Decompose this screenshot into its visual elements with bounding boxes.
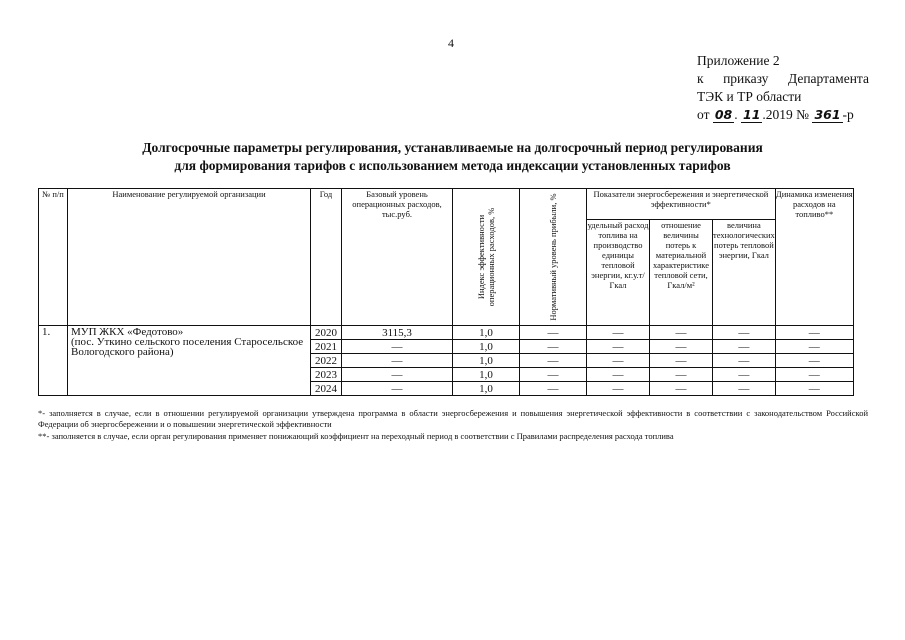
appendix-date-line: от 08 . 11 .2019 № 361 -р (697, 107, 854, 122)
page-number: 4 (448, 36, 454, 50)
cell-fuel: — (587, 326, 650, 340)
org-name: МУП ЖКХ «Федотово» (71, 326, 184, 338)
cell-dynamics: — (775, 382, 853, 396)
org-details: (пос. Уткино сельского поселения Старосельское Вологодского района) (71, 336, 304, 358)
appendix-word-k: к (697, 71, 704, 86)
cell-org-name (68, 326, 311, 396)
footnote-2: **- заполняется в случае, если орган регулирования применяет понижающий коэффициент на переходный период в соответствии с Правилами распределения расхода топлива (38, 431, 674, 441)
header-org: Наименование регулируемой организации (68, 189, 311, 326)
cell-fuel: — (587, 368, 650, 382)
appendix-department: ТЭК и ТР области (697, 89, 802, 104)
date-day-handwritten: 08 (714, 107, 733, 122)
cell-dynamics: — (775, 368, 853, 382)
cell-year: 2021 (311, 340, 342, 354)
title-line-1: Долгосрочные параметры регулирования, устанавливаемые на долгосрочный период регулирования (142, 140, 763, 155)
date-year: .2019 № (762, 107, 810, 122)
cell-base: — (342, 382, 453, 396)
cell-base: 3115,3 (342, 326, 453, 340)
footnote-1: *- заполняется в случае, если в отношении регулируемой организации утверждена программа в области энергосбережения и повышения энергетической эффективности в соответствии с законодательством Российской Федерации об энергосбережении и о повышении энергетической эффективности (38, 408, 868, 429)
cell-fuel: — (587, 382, 650, 396)
header-energy-loss-ratio: отношение величины потерь к материальной характеристике тепловой сети, Гкал/м² (650, 220, 713, 326)
cell-dynamics: — (775, 354, 853, 368)
cell-index: 1,0 (453, 326, 520, 340)
cell-profit: — (520, 326, 587, 340)
cell-fuel: — (587, 340, 650, 354)
cell-index: 1,0 (453, 368, 520, 382)
header-year: Год (311, 189, 342, 326)
cell-loss-abs: — (713, 340, 776, 354)
document-title (80, 139, 825, 175)
cell-profit: — (520, 382, 587, 396)
cell-index: 1,0 (453, 340, 520, 354)
cell-profit: — (520, 354, 587, 368)
cell-loss-ratio: — (650, 340, 713, 354)
cell-base: — (342, 340, 453, 354)
appendix-order-ref (697, 70, 869, 88)
header-base: Базовый уровень операционных расходов, тыс.руб. (342, 189, 453, 326)
cell-year: 2022 (311, 354, 342, 368)
appendix-title: Приложение 2 (697, 53, 780, 68)
header-energy-group: Показатели энергосбережения и энергетической эффективности* (587, 189, 776, 220)
footnotes (38, 408, 868, 443)
cell-base: — (342, 368, 453, 382)
header-energy-loss-abs: величина технологических потерь тепловой энергии, Гкал (713, 220, 776, 326)
cell-dynamics: — (775, 326, 853, 340)
cell-org-num: 1. (39, 326, 68, 396)
cell-base: — (342, 354, 453, 368)
cell-year: 2024 (311, 382, 342, 396)
header-profit-text: Нормативный уровень прибыли, % (548, 193, 558, 321)
header-index-text: Индекс эффективности операционных расходов, % (476, 207, 496, 307)
cell-loss-ratio: — (650, 368, 713, 382)
parameters-table (38, 188, 854, 396)
title-line-2: для формирования тарифов с использованием метода индексации установленных тарифов (174, 158, 731, 173)
cell-year: 2023 (311, 368, 342, 382)
cell-index: 1,0 (453, 382, 520, 396)
table-header-row (39, 189, 854, 220)
cell-loss-abs: — (713, 368, 776, 382)
table-row (39, 326, 854, 340)
appendix-word-department: Департамента (787, 71, 869, 86)
cell-loss-ratio: — (650, 354, 713, 368)
order-suffix: -р (842, 107, 854, 122)
cell-year: 2020 (311, 326, 342, 340)
header-index (453, 189, 520, 326)
cell-loss-ratio: — (650, 382, 713, 396)
date-month-handwritten: 11 (743, 107, 761, 122)
cell-profit: — (520, 340, 587, 354)
header-energy-fuel: удельный расход топлива на производство единицы тепловой энергии, кг.у.т/Гкал (587, 220, 650, 326)
header-profit (520, 189, 587, 326)
cell-loss-abs: — (713, 382, 776, 396)
cell-loss-abs: — (713, 354, 776, 368)
header-fuel-dynamics: Динамика изменения расходов на топливо** (775, 189, 853, 326)
cell-loss-abs: — (713, 326, 776, 340)
header-num: № п/п (39, 189, 68, 326)
appendix-word-order: приказу (723, 71, 769, 86)
order-number-handwritten: 361 (814, 107, 841, 122)
cell-loss-ratio: — (650, 326, 713, 340)
date-prefix: от (697, 107, 710, 122)
cell-index: 1,0 (453, 354, 520, 368)
appendix-block (697, 52, 869, 124)
cell-fuel: — (587, 354, 650, 368)
cell-profit: — (520, 368, 587, 382)
cell-dynamics: — (775, 340, 853, 354)
